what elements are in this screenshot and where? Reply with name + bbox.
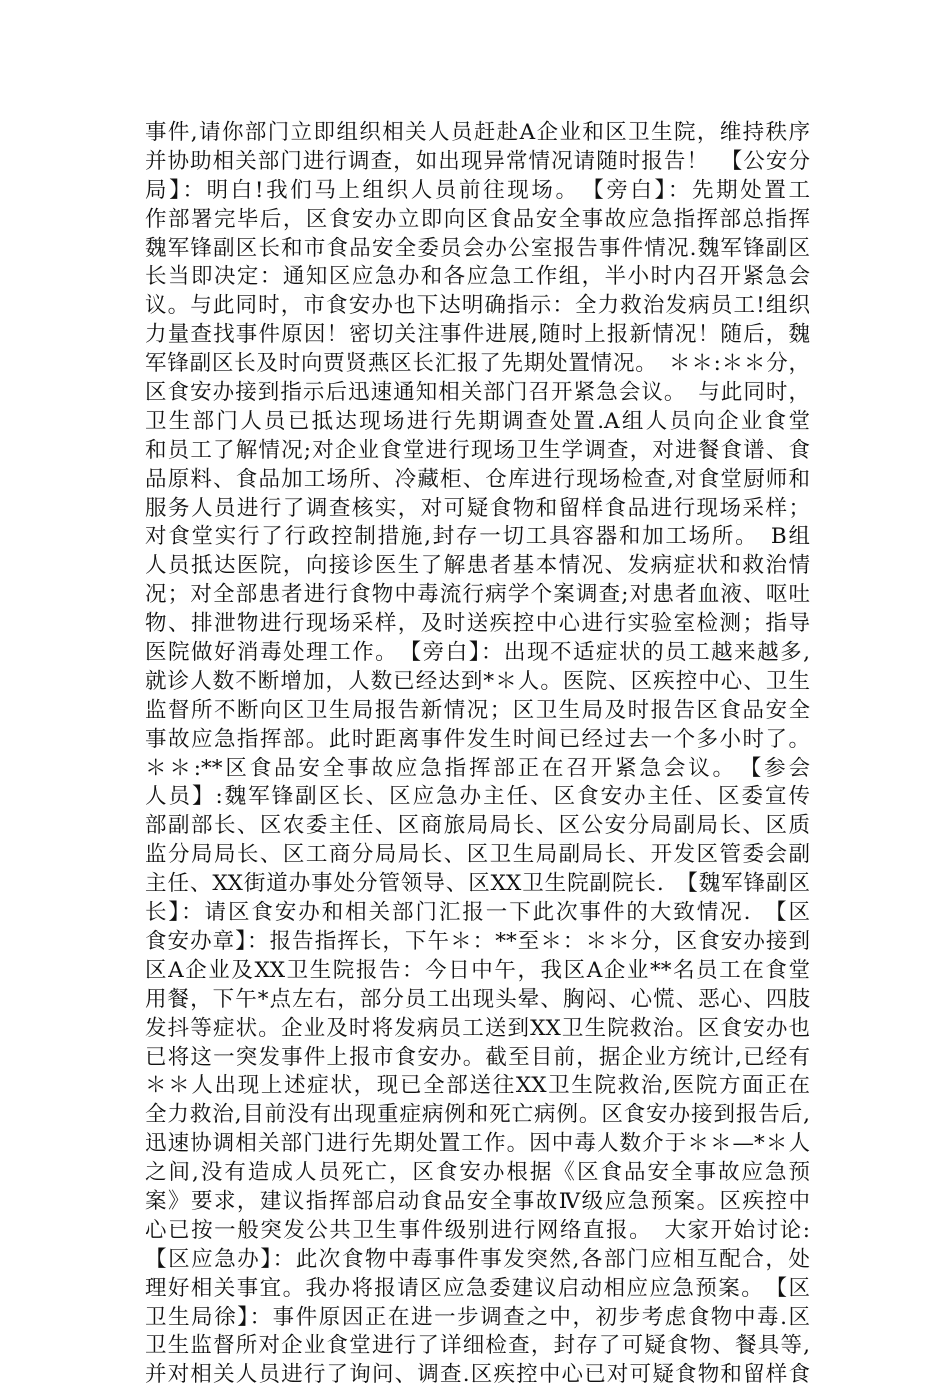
text-line: 部副部长、区农委主任、区商旅局局长、区公安分局副局长、区质 <box>145 813 810 839</box>
text-line: 长】：请区食安办和相关部门汇报一下此次事件的大致情况. 【区 <box>145 900 810 926</box>
text-line: 服务人员进行了调查核实，对可疑食物和留样食品进行现场采样； <box>145 495 810 521</box>
text-line: 已将这一突发事件上报市食安办。截至目前，据企业方统计,已经有 <box>145 1044 810 1070</box>
text-line: 全力救治,目前没有出现重症病例和死亡病例。区食安办接到报告后, <box>145 1102 810 1128</box>
text-line: 魏军锋副区长和市食品安全委员会办公室报告事件情况.魏军锋副区 <box>145 235 810 261</box>
text-line: 和员工了解情况;对企业食堂进行现场卫生学调查，对进餐食谱、食 <box>145 437 810 463</box>
text-line: 事件,请你部门立即组织相关人员赶赴A企业和区卫生院，维持秩序 <box>145 120 810 145</box>
text-line: 力量查找事件原因！密切关注事件进展,随时上报新情况！随后，魏 <box>145 322 810 348</box>
text-line: 监督所不断向区卫生局报告新情况；区卫生局及时报告区食品安全 <box>145 697 810 723</box>
text-line: 物、排泄物进行现场采样，及时送疾控中心进行实验室检测；指导 <box>145 611 810 637</box>
text-line: 议。与此同时，市食安办也下达明确指示：全力救治发病员工!组织 <box>145 293 810 319</box>
text-line: 卫生部门人员已抵达现场进行先期调查处置.A组人员向企业食堂 <box>145 408 810 434</box>
text-line: 并协助相关部门进行调查，如出现异常情况请随时报告！ 【公安分 <box>145 148 810 174</box>
text-line: 况；对全部患者进行食物中毒流行病学个案调查;对患者血液、呕吐 <box>145 582 810 608</box>
text-line: 卫生监督所对企业食堂进行了详细检查，封存了可疑食物、餐具等, <box>145 1333 810 1359</box>
text-line: 用餐，下午*点左右，部分员工出现头晕、胸闷、心慌、恶心、四肢 <box>145 986 810 1012</box>
text-line: 食安办章】：报告指挥长，下午＊：**至＊：＊＊分，区食安办接到 <box>145 928 810 954</box>
text-line: 【区应急办】：此次食物中毒事件事发突然,各部门应相互配合，处 <box>145 1246 810 1272</box>
text-line: 事故应急指挥部。此时距离事件发生时间已经过去一个多小时了。 <box>145 726 810 752</box>
text-line: 作部署完毕后，区食安办立即向区食品安全事故应急指挥部总指挥 <box>145 206 810 232</box>
text-line: 之间,没有造成人员死亡，区食安办根据《区食品安全事故应急预 <box>145 1160 810 1186</box>
text-line: 区A企业及XX卫生院报告：今日中午，我区A企业**名员工在食堂 <box>145 957 810 983</box>
text-line: 心已按一般突发公共卫生事件级别进行网络直报。 大家开始讨论: <box>145 1217 810 1243</box>
text-line: 理好相关事宜。我办将报请区应急委建议启动相应应急预案。 【区 <box>145 1275 810 1301</box>
text-line: 就诊人数不断增加，人数已经达到*＊人。医院、区疾控中心、卫生 <box>145 668 810 694</box>
text-line: 军锋副区长及时向贾贤燕区长汇报了先期处置情况。 ＊＊:＊＊分， <box>145 351 810 377</box>
body-text <box>145 119 810 1390</box>
text-line: 案》要求，建议指挥部启动食品安全事故Ⅳ级应急预案。区疾控中 <box>145 1188 810 1214</box>
text-line: 人员抵达医院，向接诊医生了解患者基本情况、发病症状和救治情 <box>145 553 810 579</box>
text-line: ＊＊人出现上述症状，现已全部送往XX卫生院救治,医院方面正在 <box>145 1073 810 1099</box>
text-line: 长当即决定：通知区应急办和各应急工作组，半小时内召开紧急会 <box>145 264 810 290</box>
text-line: 品原料、食品加工场所、冷藏柜、仓库进行现场检查,对食堂厨师和 <box>145 466 810 492</box>
text-line: 人员】:魏军锋副区长、区应急办主任、区食安办主任、区委宣传 <box>145 784 810 810</box>
text-line: 局】：明白!我们马上组织人员前往现场。 【旁白】：先期处置工 <box>145 177 810 203</box>
text-line: 卫生局徐】：事件原因正在进一步调查之中，初步考虑食物中毒.区 <box>145 1304 810 1330</box>
text-line: 并对相关人员进行了询问、调查.区疾控中心已对可疑食物和留样食 <box>145 1362 810 1388</box>
text-line: 发抖等症状。企业及时将发病员工送到XX卫生院救治。区食安办也 <box>145 1015 810 1041</box>
text-line: 对食堂实行了行政控制措施,封存一切工具容器和加工场所。 B组 <box>145 524 810 550</box>
text-line: 迅速协调相关部门进行先期处置工作。因中毒人数介于＊＊—*＊人 <box>145 1131 810 1157</box>
text-line: ＊＊:**区食品安全事故应急指挥部正在召开紧急会议。 【参会 <box>145 755 810 781</box>
text-line: 监分局局长、区工商分局局长、区卫生局副局长、开发区管委会副 <box>145 842 810 868</box>
text-line: 区食安办接到指示后迅速通知相关部门召开紧急会议。 与此同时， <box>145 380 810 406</box>
text-line: 医院做好消毒处理工作。 【旁白】：出现不适症状的员工越来越多, <box>145 640 810 666</box>
text-line: 主任、XX街道办事处分管领导、区XX卫生院副院长. 【魏军锋副区 <box>145 871 810 897</box>
